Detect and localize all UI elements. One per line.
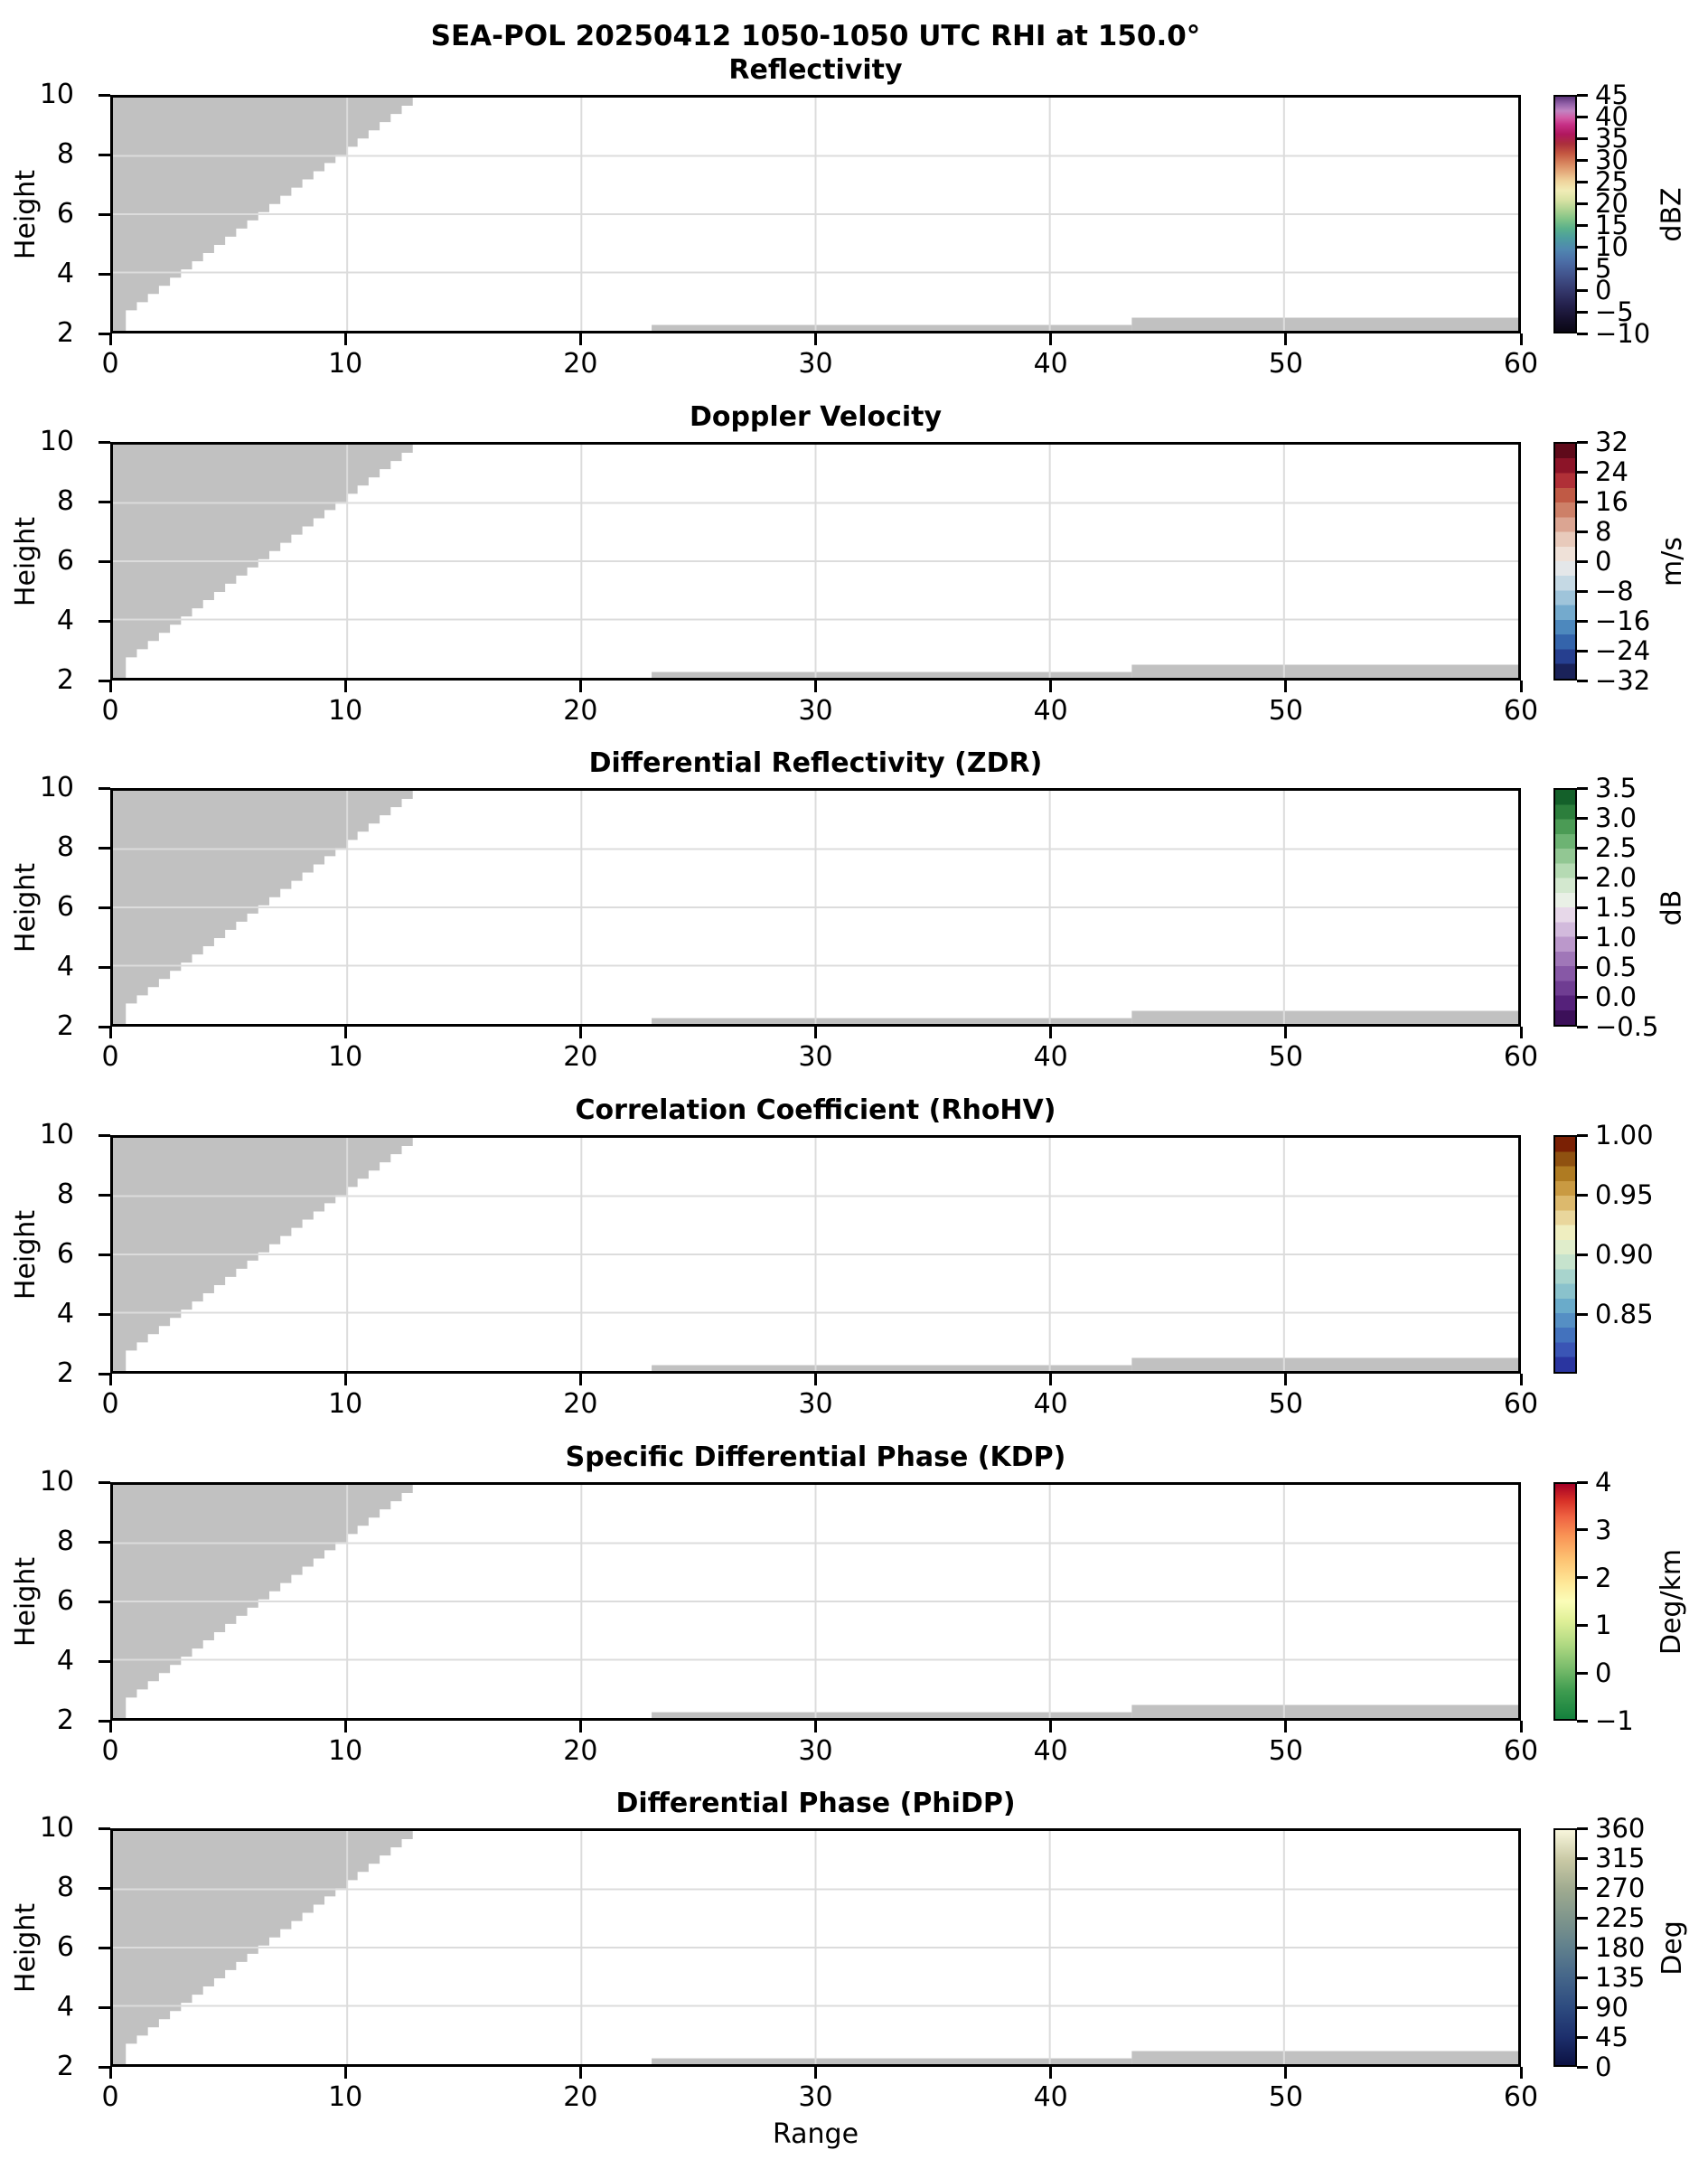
- cbar-tickmark-2-2: [1577, 620, 1588, 623]
- cbar-tick-label-6-2: 90: [1595, 1992, 1628, 2023]
- cbar-tick-label-1-2: 0: [1595, 275, 1612, 305]
- x-tick-label-20: 20: [563, 2081, 598, 2113]
- x-tick-label-60: 60: [1503, 1041, 1539, 1073]
- x-tick-label-0: 0: [101, 348, 119, 380]
- x-tick-label-40: 40: [1033, 348, 1068, 380]
- cbar-tick-label-2-7: 24: [1595, 456, 1628, 487]
- cbar-tick-label-5-2: 1: [1595, 1610, 1612, 1641]
- x-tickmark-60: [1520, 1721, 1523, 1732]
- y-tick-label-4: 4: [56, 1991, 74, 2023]
- cbar-tickmark-1-10: [1577, 116, 1588, 118]
- cbar-tick-label-2-6: 16: [1595, 486, 1628, 517]
- cbar-tick-label-3-8: 3.5: [1595, 773, 1638, 803]
- cbar-tick-label-4-3: 1.00: [1595, 1120, 1654, 1150]
- y-tickmark-4: [99, 1660, 110, 1663]
- y-tickmark-8: [99, 1887, 110, 1890]
- cbar-tickmark-1-0: [1577, 333, 1588, 335]
- cbar-unit-wrap-2: [1652, 442, 1692, 681]
- cbar-tickmark-2-6: [1577, 501, 1588, 503]
- cbar-tick-label-3-7: 3.0: [1595, 803, 1638, 833]
- cbar-tickmark-2-0: [1577, 680, 1588, 682]
- x-tickmark-0: [109, 681, 112, 692]
- colorbar-5: [1553, 1482, 1577, 1721]
- x-tickmark-0: [109, 333, 112, 345]
- x-tick-label-20: 20: [563, 695, 598, 727]
- x-tick-label-0: 0: [101, 1388, 119, 1420]
- no-data-strip-2: [1131, 664, 1518, 678]
- cbar-tick-label-1-1: −5: [1595, 296, 1634, 327]
- cbar-tick-label-3-0: −0.5: [1595, 1011, 1659, 1042]
- plot-area-2: [110, 442, 1521, 681]
- x-tick-label-10: 10: [328, 348, 363, 380]
- y-tickmark-10: [99, 94, 110, 97]
- x-tickmark-30: [814, 1374, 817, 1385]
- cbar-tick-label-3-1: 0.0: [1595, 981, 1638, 1012]
- cbar-tick-label-5-4: 3: [1595, 1514, 1612, 1545]
- x-tickmark-10: [344, 333, 347, 345]
- x-tick-label-40: 40: [1033, 1388, 1068, 1420]
- x-tick-label-60: 60: [1503, 1735, 1539, 1767]
- x-tickmark-30: [814, 333, 817, 345]
- x-tickmark-10: [344, 2067, 347, 2079]
- x-tickmark-0: [109, 2067, 112, 2079]
- x-tick-label-40: 40: [1033, 1041, 1068, 1073]
- cbar-tick-label-1-7: 25: [1595, 166, 1628, 197]
- y-tickmark-6: [99, 1601, 110, 1603]
- figure-suptitle: SEA-POL 20250412 1050-1050 UTC RHI at 150.0°: [430, 20, 1201, 52]
- x-tickmark-10: [344, 1027, 347, 1038]
- colorbar-2: [1553, 442, 1577, 681]
- x-tickmark-0: [109, 1027, 112, 1038]
- y-tickmark-6: [99, 1947, 110, 1949]
- y-tick-label-10: 10: [39, 1119, 74, 1150]
- x-tickmark-30: [814, 681, 817, 692]
- y-tickmark-8: [99, 847, 110, 850]
- cbar-tick-label-3-2: 0.5: [1595, 952, 1638, 982]
- no-data-strip-1: [652, 1366, 1131, 1371]
- y-tickmark-4: [99, 966, 110, 969]
- cbar-tick-label-5-3: 2: [1595, 1562, 1612, 1593]
- x-axis-label: Range: [772, 2118, 859, 2150]
- x-tick-label-10: 10: [328, 2081, 363, 2113]
- x-tick-label-20: 20: [563, 1041, 598, 1073]
- cbar-tickmark-1-9: [1577, 137, 1588, 140]
- cbar-tickmark-3-1: [1577, 996, 1588, 999]
- x-tickmark-20: [579, 1374, 582, 1385]
- colorbar-4: [1553, 1135, 1577, 1374]
- x-tickmark-30: [814, 1027, 817, 1038]
- cbar-unit-label: m/s: [1656, 536, 1688, 587]
- cbar-tick-label-3-4: 1.5: [1595, 892, 1638, 923]
- cbar-tickmark-6-4: [1577, 1947, 1588, 1949]
- cbar-tickmark-6-5: [1577, 1917, 1588, 1920]
- cbar-tick-label-6-7: 315: [1595, 1843, 1646, 1873]
- masked-data-layer: [113, 98, 1518, 331]
- x-tickmark-10: [344, 1374, 347, 1385]
- cbar-tick-label-1-9: 35: [1595, 123, 1628, 154]
- cbar-unit-label: dBZ: [1656, 186, 1688, 242]
- y-tick-label-2: 2: [56, 664, 74, 696]
- cbar-tickmark-6-3: [1577, 1977, 1588, 1979]
- y-tick-label-2: 2: [56, 317, 74, 349]
- x-tickmark-30: [814, 1721, 817, 1732]
- cbar-unit-wrap-3: [1652, 788, 1692, 1027]
- x-tick-label-30: 30: [798, 695, 833, 727]
- cbar-tick-label-2-5: 8: [1595, 516, 1612, 547]
- y-tick-label-6: 6: [56, 1238, 74, 1270]
- cbar-tick-label-5-1: 0: [1595, 1657, 1612, 1689]
- y-tickmark-10: [99, 1134, 110, 1137]
- cbar-tickmark-1-11: [1577, 94, 1588, 97]
- y-tick-label-6: 6: [56, 1585, 74, 1617]
- cbar-tickmark-3-7: [1577, 817, 1588, 820]
- y-axis-label-wrap: [0, 95, 52, 333]
- cbar-tickmark-5-1: [1577, 1672, 1588, 1675]
- colorbar-3: [1553, 788, 1577, 1027]
- x-tickmark-60: [1520, 1374, 1523, 1385]
- no-data-strip-2: [1131, 2051, 1518, 2064]
- y-axis-label: Height: [10, 1556, 42, 1647]
- cbar-tick-label-5-0: −1: [1595, 1705, 1634, 1736]
- y-tickmark-8: [99, 501, 110, 503]
- x-tickmark-20: [579, 333, 582, 345]
- cbar-tickmark-2-1: [1577, 650, 1588, 653]
- x-tick-label-50: 50: [1268, 1041, 1303, 1073]
- y-tickmark-10: [99, 1827, 110, 1830]
- y-tickmark-10: [99, 1481, 110, 1484]
- y-axis-label: Height: [10, 1902, 42, 1993]
- no-data-strip-2: [1131, 317, 1518, 331]
- y-tick-label-6: 6: [56, 198, 74, 230]
- x-tick-label-50: 50: [1268, 695, 1303, 727]
- x-tick-label-20: 20: [563, 1388, 598, 1420]
- x-tick-label-30: 30: [798, 1735, 833, 1767]
- y-tick-label-2: 2: [56, 1010, 74, 1042]
- no-data-strip-1: [652, 325, 1131, 331]
- y-tickmark-8: [99, 154, 110, 156]
- y-tick-label-10: 10: [39, 1812, 74, 1844]
- x-tickmark-40: [1049, 2067, 1052, 2079]
- cbar-tick-label-5-5: 4: [1595, 1467, 1612, 1498]
- x-tickmark-60: [1520, 333, 1523, 345]
- y-axis-label-wrap: [0, 788, 52, 1027]
- colorbar-6: [1553, 1828, 1577, 2067]
- cbar-tick-label-2-4: 0: [1595, 546, 1612, 577]
- y-tickmark-6: [99, 906, 110, 909]
- cbar-tickmark-2-5: [1577, 531, 1588, 533]
- y-axis-label: Height: [10, 169, 42, 259]
- cbar-tick-label-1-11: 45: [1595, 80, 1628, 110]
- y-tick-label-10: 10: [39, 772, 74, 803]
- y-tickmark-6: [99, 213, 110, 216]
- cbar-tickmark-2-8: [1577, 441, 1588, 444]
- plot-area-5: [110, 1482, 1521, 1721]
- cbar-tickmark-3-4: [1577, 906, 1588, 909]
- y-tick-label-2: 2: [56, 1357, 74, 1389]
- x-tick-label-10: 10: [328, 695, 363, 727]
- cbar-tickmark-6-8: [1577, 1827, 1588, 1830]
- x-tickmark-40: [1049, 1027, 1052, 1038]
- y-axis-label-wrap: [0, 1135, 52, 1374]
- x-tick-label-30: 30: [798, 348, 833, 380]
- x-tickmark-20: [579, 1721, 582, 1732]
- cbar-tick-label-2-3: −8: [1595, 576, 1634, 606]
- cbar-tick-label-1-3: 5: [1595, 253, 1612, 284]
- y-tickmark-8: [99, 1194, 110, 1197]
- x-tickmark-20: [579, 681, 582, 692]
- cbar-tickmark-3-5: [1577, 877, 1588, 879]
- y-axis-label: Height: [10, 862, 42, 953]
- x-tick-label-20: 20: [563, 348, 598, 380]
- cbar-tick-label-1-5: 15: [1595, 210, 1628, 240]
- x-tick-label-50: 50: [1268, 2081, 1303, 2113]
- panel-title-3: Differential Reflectivity (ZDR): [588, 747, 1043, 779]
- cbar-tickmark-5-4: [1577, 1528, 1588, 1531]
- x-tickmark-40: [1049, 681, 1052, 692]
- cbar-tick-label-2-0: −32: [1595, 665, 1651, 696]
- masked-data-layer: [113, 1485, 1518, 1718]
- y-axis-label: Height: [10, 1209, 42, 1300]
- no-data-strip-2: [1131, 1357, 1518, 1371]
- x-tickmark-20: [579, 2067, 582, 2079]
- x-tick-label-30: 30: [798, 1041, 833, 1073]
- cbar-tick-label-3-3: 1.0: [1595, 922, 1638, 953]
- x-tick-label-50: 50: [1268, 1388, 1303, 1420]
- x-tickmark-60: [1520, 1027, 1523, 1038]
- cbar-tickmark-4-2: [1577, 1194, 1588, 1197]
- cbar-tickmark-1-6: [1577, 202, 1588, 205]
- cbar-unit-wrap-5: [1652, 1482, 1692, 1721]
- panel-title-1: Reflectivity: [728, 54, 903, 86]
- y-tick-label-4: 4: [56, 1298, 74, 1329]
- y-tickmark-8: [99, 1541, 110, 1544]
- y-tickmark-4: [99, 620, 110, 623]
- no-data-strip-1: [652, 1019, 1131, 1024]
- cbar-tickmark-5-2: [1577, 1624, 1588, 1627]
- y-axis-label-wrap: [0, 1828, 52, 2067]
- no-data-strip-2: [1131, 1010, 1518, 1024]
- y-tick-label-8: 8: [56, 1872, 74, 1903]
- colorbar-1: [1553, 95, 1577, 333]
- cbar-tick-label-1-10: 40: [1595, 101, 1628, 132]
- cbar-unit-label: dB: [1656, 889, 1688, 925]
- y-tickmark-10: [99, 441, 110, 444]
- no-data-strip-1: [652, 672, 1131, 678]
- y-tick-label-4: 4: [56, 258, 74, 289]
- cbar-tickmark-2-3: [1577, 590, 1588, 593]
- cbar-tick-label-2-8: 32: [1595, 427, 1628, 457]
- x-tick-label-60: 60: [1503, 348, 1539, 380]
- cbar-tick-label-4-0: 0.85: [1595, 1299, 1654, 1329]
- cbar-tickmark-4-1: [1577, 1254, 1588, 1256]
- cbar-tickmark-5-0: [1577, 1720, 1588, 1723]
- x-tick-label-20: 20: [563, 1735, 598, 1767]
- plot-area-3: [110, 788, 1521, 1027]
- cbar-tickmark-3-8: [1577, 787, 1588, 790]
- x-tick-label-60: 60: [1503, 695, 1539, 727]
- x-tick-label-0: 0: [101, 695, 119, 727]
- y-axis-label-wrap: [0, 1482, 52, 1721]
- y-tick-label-8: 8: [56, 485, 74, 517]
- y-axis-label-wrap: [0, 442, 52, 681]
- y-tick-label-6: 6: [56, 891, 74, 923]
- y-tick-label-8: 8: [56, 1178, 74, 1210]
- cbar-tickmark-1-7: [1577, 181, 1588, 183]
- cbar-tick-label-1-6: 20: [1595, 188, 1628, 219]
- x-tick-label-0: 0: [101, 2081, 119, 2113]
- cbar-unit-label: Deg/km: [1656, 1548, 1688, 1655]
- x-tickmark-10: [344, 1721, 347, 1732]
- no-data-strip-2: [1131, 1704, 1518, 1718]
- y-tickmark-6: [99, 1254, 110, 1256]
- cbar-tickmark-4-3: [1577, 1134, 1588, 1137]
- cbar-tick-label-2-2: −16: [1595, 606, 1651, 636]
- x-tick-label-10: 10: [328, 1041, 363, 1073]
- y-tickmark-6: [99, 560, 110, 563]
- cbar-tick-label-6-1: 45: [1595, 2022, 1628, 2052]
- x-tick-label-60: 60: [1503, 1388, 1539, 1420]
- panel-title-4: Correlation Coefficient (RhoHV): [575, 1094, 1056, 1126]
- cbar-tickmark-2-4: [1577, 560, 1588, 563]
- x-tickmark-50: [1284, 1721, 1287, 1732]
- x-tickmark-40: [1049, 1721, 1052, 1732]
- cbar-tickmark-1-3: [1577, 268, 1588, 270]
- cbar-tickmark-6-2: [1577, 2006, 1588, 2009]
- x-tickmark-60: [1520, 2067, 1523, 2079]
- cbar-tickmark-3-3: [1577, 936, 1588, 939]
- cbar-tickmark-1-2: [1577, 289, 1588, 292]
- x-tick-label-30: 30: [798, 1388, 833, 1420]
- cbar-tick-label-6-3: 135: [1595, 1962, 1646, 1993]
- y-tickmark-4: [99, 2006, 110, 2009]
- x-tickmark-0: [109, 1721, 112, 1732]
- masked-data-layer: [113, 445, 1518, 678]
- y-tick-label-4: 4: [56, 951, 74, 982]
- x-tickmark-60: [1520, 681, 1523, 692]
- y-tick-label-2: 2: [56, 2051, 74, 2082]
- masked-data-layer: [113, 1831, 1518, 2064]
- cbar-tickmark-1-5: [1577, 224, 1588, 227]
- cbar-tick-label-3-6: 2.5: [1595, 832, 1638, 863]
- masked-data-layer: [113, 791, 1518, 1024]
- cbar-unit-wrap-6: [1652, 1828, 1692, 2067]
- cbar-tickmark-6-7: [1577, 1857, 1588, 1860]
- x-tickmark-40: [1049, 333, 1052, 345]
- y-tick-label-6: 6: [56, 545, 74, 577]
- cbar-tickmark-3-2: [1577, 966, 1588, 969]
- y-tick-label-8: 8: [56, 138, 74, 170]
- y-tickmark-10: [99, 787, 110, 790]
- y-tick-label-10: 10: [39, 426, 74, 457]
- plot-area-1: [110, 95, 1521, 333]
- panel-title-2: Doppler Velocity: [689, 401, 943, 433]
- cbar-tickmark-3-0: [1577, 1026, 1588, 1028]
- x-tick-label-60: 60: [1503, 2081, 1539, 2113]
- y-tick-label-4: 4: [56, 1645, 74, 1676]
- x-tickmark-50: [1284, 681, 1287, 692]
- x-tick-label-40: 40: [1033, 695, 1068, 727]
- y-tick-label-6: 6: [56, 1931, 74, 1963]
- x-tickmark-50: [1284, 333, 1287, 345]
- panel-title-6: Differential Phase (PhiDP): [615, 1788, 1016, 1819]
- cbar-tickmark-3-6: [1577, 847, 1588, 850]
- x-tickmark-20: [579, 1027, 582, 1038]
- cbar-tick-label-1-8: 30: [1595, 145, 1628, 175]
- cbar-tickmark-6-6: [1577, 1887, 1588, 1890]
- y-tick-label-8: 8: [56, 831, 74, 863]
- cbar-tickmark-5-3: [1577, 1576, 1588, 1579]
- no-data-strip-1: [652, 2059, 1131, 2064]
- cbar-tickmark-1-4: [1577, 246, 1588, 249]
- panel-title-5: Specific Differential Phase (KDP): [565, 1441, 1066, 1473]
- plot-area-6: [110, 1828, 1521, 2067]
- x-tick-label-40: 40: [1033, 1735, 1068, 1767]
- cbar-tick-label-1-0: −10: [1595, 318, 1651, 349]
- y-tick-label-10: 10: [39, 79, 74, 110]
- x-tick-label-50: 50: [1268, 348, 1303, 380]
- x-tickmark-30: [814, 2067, 817, 2079]
- cbar-tickmark-1-1: [1577, 311, 1588, 314]
- cbar-unit-wrap-1: [1652, 95, 1692, 333]
- x-tickmark-50: [1284, 1027, 1287, 1038]
- cbar-unit-label: Deg: [1656, 1920, 1688, 1976]
- cbar-tickmark-6-1: [1577, 2036, 1588, 2039]
- x-tick-label-40: 40: [1033, 2081, 1068, 2113]
- x-tickmark-0: [109, 1374, 112, 1385]
- y-tickmark-4: [99, 1313, 110, 1316]
- x-tick-label-30: 30: [798, 2081, 833, 2113]
- cbar-tickmark-1-8: [1577, 159, 1588, 162]
- cbar-tick-label-6-0: 0: [1595, 2052, 1612, 2082]
- y-tick-label-4: 4: [56, 605, 74, 636]
- y-axis-label: Height: [10, 516, 42, 606]
- cbar-tick-label-6-5: 225: [1595, 1902, 1646, 1933]
- x-tick-label-0: 0: [101, 1041, 119, 1073]
- x-tickmark-10: [344, 681, 347, 692]
- cbar-tick-label-1-4: 10: [1595, 231, 1628, 262]
- cbar-tick-label-4-1: 0.90: [1595, 1239, 1654, 1270]
- cbar-tick-label-4-2: 0.95: [1595, 1179, 1654, 1210]
- x-tick-label-50: 50: [1268, 1735, 1303, 1767]
- x-tickmark-50: [1284, 1374, 1287, 1385]
- cbar-tick-label-2-1: −24: [1595, 635, 1651, 666]
- cbar-tickmark-5-5: [1577, 1481, 1588, 1484]
- x-tickmark-50: [1284, 2067, 1287, 2079]
- cbar-tick-label-6-8: 360: [1595, 1813, 1646, 1844]
- x-tickmark-40: [1049, 1374, 1052, 1385]
- cbar-tick-label-3-5: 2.0: [1595, 862, 1638, 893]
- cbar-tickmark-2-7: [1577, 471, 1588, 474]
- no-data-strip-1: [652, 1713, 1131, 1718]
- y-tickmark-4: [99, 273, 110, 276]
- y-tick-label-10: 10: [39, 1466, 74, 1498]
- masked-data-layer: [113, 1138, 1518, 1371]
- x-tick-label-10: 10: [328, 1388, 363, 1420]
- cbar-tick-label-6-6: 270: [1595, 1873, 1646, 1903]
- cbar-tickmark-6-0: [1577, 2066, 1588, 2069]
- y-tick-label-8: 8: [56, 1526, 74, 1557]
- cbar-tickmark-4-0: [1577, 1313, 1588, 1316]
- x-tick-label-0: 0: [101, 1735, 119, 1767]
- x-tick-label-10: 10: [328, 1735, 363, 1767]
- cbar-tick-label-6-4: 180: [1595, 1932, 1646, 1963]
- y-tick-label-2: 2: [56, 1704, 74, 1736]
- plot-area-4: [110, 1135, 1521, 1374]
